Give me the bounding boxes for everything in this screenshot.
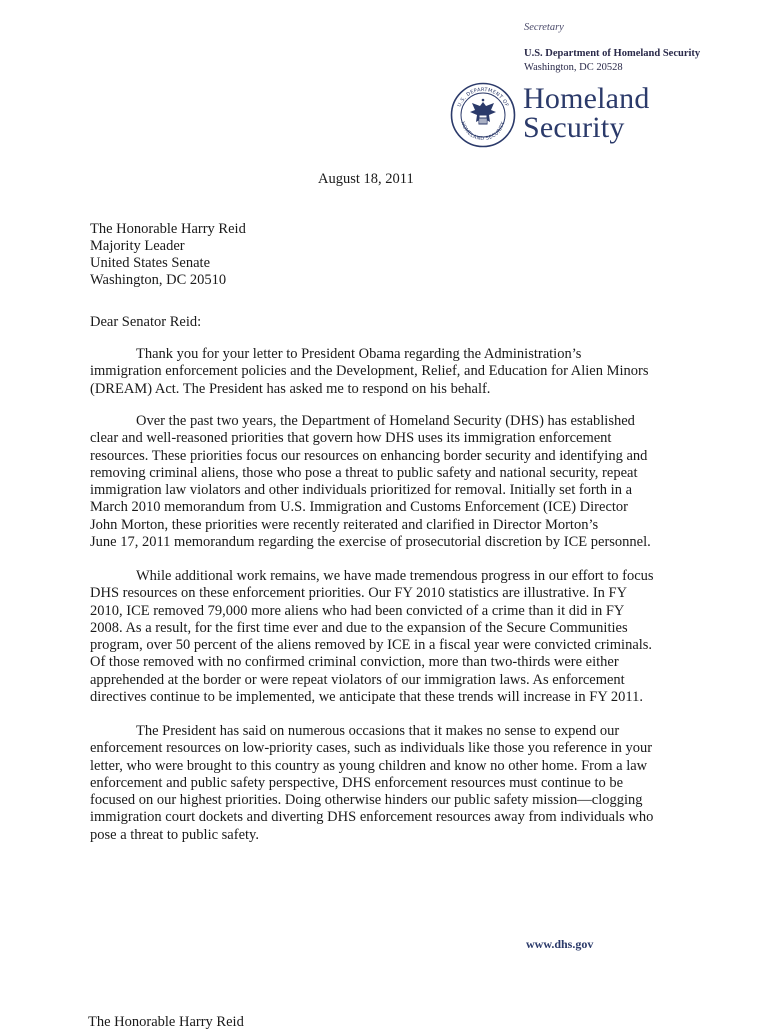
paragraph-line: removing criminal aliens, those who pose a threat to public safety and national security, repeat [90,464,638,481]
salutation: Dear Senator Reid: [90,314,202,330]
secretary-label: Secretary [524,22,564,33]
paragraph-line: 2008. As a result, for the first time ever and due to the expansion of the Secure Communities [90,619,628,636]
paragraph-3 [90,568,688,706]
paragraph-line: pose a threat to public safety. [90,826,259,843]
paragraph-line: resources. These priorities focus our resources on enhancing border security and identifying and [90,447,648,464]
recipient-address [90,221,246,289]
dhs-seal-icon [450,82,516,148]
paragraph-line: directives continue to be implemented, we anticipate that these trends will increase in FY 2011. [90,689,643,706]
seal-text-bottom: HOMELAND SECURITY [459,120,507,143]
footer-website-link[interactable]: www.dhs.gov [526,937,594,951]
wordmark-line-1: Homeland [523,82,650,115]
paragraph-4 [90,723,688,844]
paragraph-1 [90,346,688,398]
next-page-heading: The Honorable Harry Reid [88,1014,244,1030]
paragraph-line: immigration court dockets and diverting DHS enforcement resources away from individuals who [90,809,654,826]
paragraph-line: Over the past two years, the Department of Homeland Security (DHS) has established [136,413,635,429]
paragraph-line: letter, who were brought to this country as young children and know no other home. From a law [90,757,648,774]
paragraph-line: clear and well-reasoned priorities that govern how DHS uses its immigration enforcement [90,430,612,447]
recipient-organization: United States Senate [90,255,211,271]
paragraph-line: While additional work remains, we have made tremendous progress in our effort to focus [136,568,654,584]
paragraph-line: Thank you for your letter to President Obama regarding the Administration’s [136,346,582,362]
paragraph-line: (DREAM) Act. The President has asked me to respond on his behalf. [90,380,491,397]
paragraph-line: immigration enforcement policies and the Development, Relief, and Education for Alien Minors [90,363,649,380]
department-name: U.S. Department of Homeland Security [524,48,701,59]
paragraph-line: enforcement and public safety perspective, DHS enforcement resources must continue to be [90,774,624,791]
letter-date: August 18, 2011 [318,171,414,187]
seal-text-top: U.S. DEPARTMENT OF [456,86,510,108]
paragraph-line: enforcement resources on low-priority cases, such as individuals like those you reference in your [90,740,653,757]
paragraph-line: March 2010 memorandum from U.S. Immigration and Customs Enforcement (ICE) Director [90,499,628,516]
paragraph-line: program, over 50 percent of the aliens removed by ICE in a fiscal year were convicted criminals. [90,637,653,654]
paragraph-line: The President has said on numerous occasions that it makes no sense to expend our [136,723,620,739]
recipient-name: The Honorable Harry Reid [90,221,246,237]
department-address: Washington, DC 20528 [524,62,623,73]
paragraph-line: June 17, 2011 memorandum regarding the exercise of prosecutorial discretion by ICE personnel. [90,534,651,551]
paragraph-line: DHS resources on these enforcement priorities. Our FY 2010 statistics are illustrative. In FY [90,585,628,602]
paragraph-line: immigration law violators and other individuals prioritized for removal. Initially set forth in a [90,482,633,499]
paragraph-line: John Morton, these priorities were recently reiterated and clarified in Director Morton’s [90,516,599,533]
dhs-wordmark [523,84,650,142]
wordmark-line-2: Security [523,111,625,144]
paragraph-line: apprehended at the border or were repeat violators of our immigration laws. As enforcement [90,671,625,688]
paragraph-line: focused on our highest priorities. Doing otherwise hinders our public safety mission—clogging [90,792,643,809]
recipient-city: Washington, DC 20510 [90,272,227,288]
recipient-title: Majority Leader [90,238,185,254]
paragraph-2 [90,413,688,551]
paragraph-line: 2010, ICE removed 79,000 more aliens who had been convicted of a crime than it did in FY [90,602,625,619]
paragraph-line: Of those removed with no confirmed criminal conviction, more than two-thirds were either [90,654,619,671]
